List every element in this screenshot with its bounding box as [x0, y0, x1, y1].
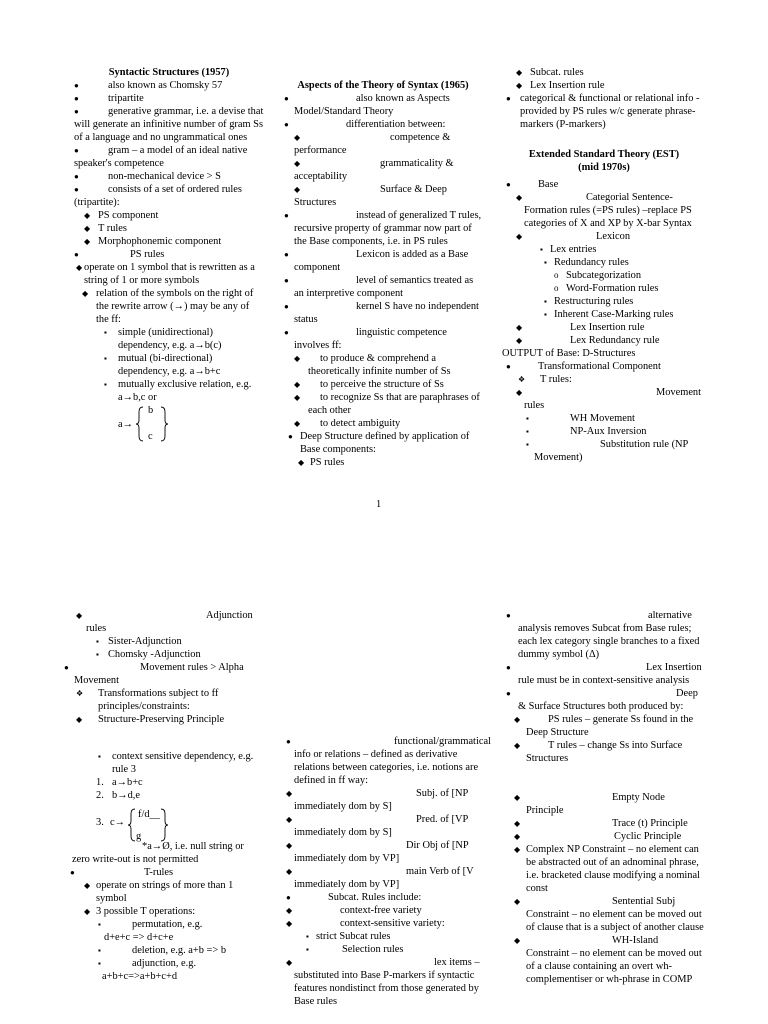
list-item: ▪ Selection rules	[306, 944, 404, 955]
left-brace-icon	[136, 406, 144, 442]
list-item: ◆ operate on 1 symbol that is rewritten as a string of 1 or more symbols	[76, 262, 255, 286]
list-item: ◆ context-sensitive variety:	[286, 918, 445, 929]
list-item: ▪ Sister-Adjunction	[96, 636, 182, 647]
list-item: ◆ Lex Redundancy rule	[516, 335, 660, 346]
list-item: ◆ operate on strings of more than 1 symbol	[84, 880, 234, 904]
list-item: ◆ WH-Island Constraint – no element can be moved out of a clause containing an overt wh-complementiser or wh-phrase in COMP	[514, 935, 702, 985]
list-item: ◆ Adjunction rules	[76, 610, 253, 634]
list-item: ◆ Lexicon	[516, 231, 631, 242]
list-item: ▪ deletion, e.g. a+b => b	[98, 945, 227, 956]
list-item: ◆ competence & performance	[294, 132, 451, 156]
list-item: ◆ Trace (t) Principle	[514, 818, 688, 829]
list-item: ◆ Subj. of [NP immediately dom by S]	[286, 788, 468, 812]
example: d+e+c => d+c+e	[104, 932, 174, 943]
list-item: ● Movement rules > Alpha Movement	[64, 662, 244, 686]
list-item: ◆ Dir Obj of [NP immediately dom by VP]	[286, 840, 469, 864]
list-item: ● Lex Insertion rule must be in context-sensitive analysis	[506, 662, 702, 686]
list-item: ● functional/grammatical info or relations – defined as derivative relations between categories, i.e. notions are defined in ff way:	[286, 736, 491, 786]
list-item: ▪ mutually exclusive relation, e.g. a→b,c or	[104, 379, 252, 403]
example: a+b+c=>a+b+c+d	[102, 971, 178, 982]
list-item: ● tripartite	[74, 93, 144, 104]
col-aspects	[284, 79, 482, 469]
rule-2: 2. b→d,e	[96, 790, 140, 801]
right-brace-icon	[160, 808, 168, 842]
list-item: ❖ Transformations subject to ff principles/constraints:	[76, 688, 219, 712]
list-item: ● Subcat. Rules include:	[286, 892, 422, 903]
list-item: ● level of semantics treated as an interpretive component	[284, 275, 474, 299]
list-item: ◆ Complex NP Constraint – no element can be abstracted out of an adnominal phrase, i.e. bracketed clause modifying a nominal const	[514, 844, 700, 894]
list-item: o Subcategorization	[554, 270, 642, 281]
list-item: ◆ to perceive the structure of Ss	[294, 379, 444, 390]
list-item: ◆ Pred. of [VP immediately dom by S]	[286, 814, 468, 838]
list-item: ● instead of generalized T rules, recursive property of grammar now part of the Base components, i.e. in PS rules	[284, 210, 482, 247]
col-functional	[284, 735, 491, 1008]
col-est	[504, 66, 704, 464]
list-item: ● Lexicon is added as a Base component	[284, 249, 469, 273]
list-item: ▪ strict Subcat rules	[306, 931, 391, 942]
list-item: ◆ lex items – substituted into Base P-markers if syntactic features nondistinct from those generated by Base rules	[286, 957, 480, 1007]
list-item: ● Deep & Surface Structures both produced by:	[506, 688, 698, 712]
list-item: ▪ Chomsky -Adjunction	[96, 649, 201, 660]
list-item: ◆ PS rules – generate Ss found in the Deep Structure	[514, 714, 694, 738]
list-item: ● T-rules	[70, 867, 174, 878]
section-subtitle: (mid 1970s)	[578, 162, 630, 173]
null-string-note: *a→Ø, i.e. null string or zero write-out is not permitted	[72, 841, 244, 865]
right-brace-icon	[160, 406, 168, 442]
list-item: ● also known as Aspects Model/Standard Theory	[284, 93, 450, 117]
list-item: ● PS rules	[74, 249, 165, 260]
list-item: ◆ 3 possible T operations:	[84, 906, 196, 917]
left-brace-icon	[128, 808, 136, 842]
list-item: ▪ Inherent Case-Marking rules	[544, 309, 674, 320]
list-item: ● also known as Chomsky 57	[74, 80, 223, 91]
list-item: ● alternative analysis removes Subcat from Base rules; each lex category single branches to a fixed dummy symbol (Δ)	[506, 610, 700, 660]
rule-1: 1. a→b+c	[96, 777, 143, 788]
list-item: ◆ T rules – change Ss into Surface Structures	[514, 740, 683, 764]
col-adjunction	[64, 609, 264, 983]
list-item: ▪ permutation, e.g.	[98, 919, 203, 930]
list-item: ● differentiation between:	[284, 119, 446, 130]
col-empty-node	[504, 609, 704, 986]
list-item: ◆ main Verb of [V immediately dom by VP]	[286, 866, 474, 890]
list-item: ◆ PS rules	[298, 457, 345, 468]
list-item: ● Deep Structure defined by application of Base components:	[288, 431, 470, 455]
list-item: ▪ Restructuring rules	[544, 296, 634, 307]
list-item: ◆ PS component	[84, 210, 159, 221]
list-item: ▪ Lex entries	[540, 244, 597, 255]
list-item: ● categorical & functional or relational info - provided by PS rules w/c generate phrase-markers (P-markers)	[506, 93, 700, 130]
list-item: ▪ adjunction, e.g.	[98, 958, 197, 969]
list-item: ▪ Substitution rule (NP Movement)	[526, 439, 688, 463]
output-line: OUTPUT of Base: D-Structures	[502, 348, 636, 359]
list-item: ● kernel S have no independent status	[284, 301, 479, 325]
list-item: ◆ context-free variety	[286, 905, 422, 916]
list-item: ◆ Surface & Deep Structures	[294, 184, 447, 208]
list-item: ● generative grammar, i.e. a devise that will generate an infinitive number of gram Ss of a language and no ungrammatical ones	[74, 106, 264, 143]
list-item: ◆ to recognize Ss that are paraphrases of each other	[294, 392, 480, 416]
list-item: ● non-mechanical device > S	[74, 171, 221, 182]
list-item: ▪ simple (unidirectional) dependency, e.g. a→b(c)	[104, 327, 222, 351]
section-title: Syntactic Structures (1957)	[108, 67, 230, 78]
brace-formula: a→ b c	[74, 404, 264, 446]
page-number: 1	[376, 499, 382, 510]
list-item: ▪ NP-Aux Inversion	[526, 426, 647, 437]
list-item: ◆ Sentential Subj Constraint – no element can be moved out of clause that is a subject of another clause	[514, 896, 704, 933]
list-item: ▪ WH Movement	[526, 413, 635, 424]
list-item: ◆ grammaticality & acceptability	[294, 158, 454, 182]
list-item: ◆ Movement rules	[516, 387, 702, 411]
list-item: ● Base	[506, 179, 559, 190]
list-item: ▪ mutual (bi-directional) dependency, e.g. a→b+c	[104, 353, 221, 377]
list-item: ◆ Empty Node Principle	[514, 792, 665, 816]
list-item: o Word-Formation rules	[554, 283, 659, 294]
list-item: ◆ Subcat. rules	[516, 67, 584, 78]
section-title: Aspects of the Theory of Syntax (1965)	[297, 80, 469, 91]
list-item: ● gram – a model of an ideal native speaker's competence	[74, 145, 248, 169]
list-item: ◆ Morphophonemic component	[84, 236, 222, 247]
section-title: Extended Standard Theory (EST)	[528, 149, 680, 160]
rule-3: 3. c→ f/d__ g	[74, 806, 264, 846]
list-item: ◆ Structure-Preserving Principle	[76, 714, 225, 725]
list-item: ◆ Categorial Sentence-Formation rules (=PS rules) –replace PS categories of X and XP by X-bar Syntax	[516, 192, 692, 229]
list-item: ◆ to detect ambiguity	[294, 418, 401, 429]
list-item: ● consists of a set of ordered rules (tripartite):	[74, 184, 242, 208]
list-item: ◆ T rules	[84, 223, 127, 234]
list-item: ◆ Cyclic Principle	[514, 831, 682, 842]
list-item: ● linguistic competence involves ff:	[284, 327, 447, 351]
list-item: ◆ relation of the symbols on the right of the rewrite arrow (→) may be any of the ff:	[82, 288, 254, 325]
list-item: ◆ to produce & comprehend a theoretically infinite number of Ss	[294, 353, 451, 377]
list-item: ◆ Lex Insertion rule	[516, 80, 605, 91]
list-item: ❖ T rules:	[518, 374, 572, 385]
list-item: ● Transformational Component	[506, 361, 661, 372]
list-item: ▪ Redundancy rules	[544, 257, 629, 268]
list-item: ▪ context sensitive dependency, e.g. rule 3	[98, 751, 254, 775]
col-syntactic-structures	[74, 66, 264, 446]
list-item: ◆ Lex Insertion rule	[516, 322, 645, 333]
